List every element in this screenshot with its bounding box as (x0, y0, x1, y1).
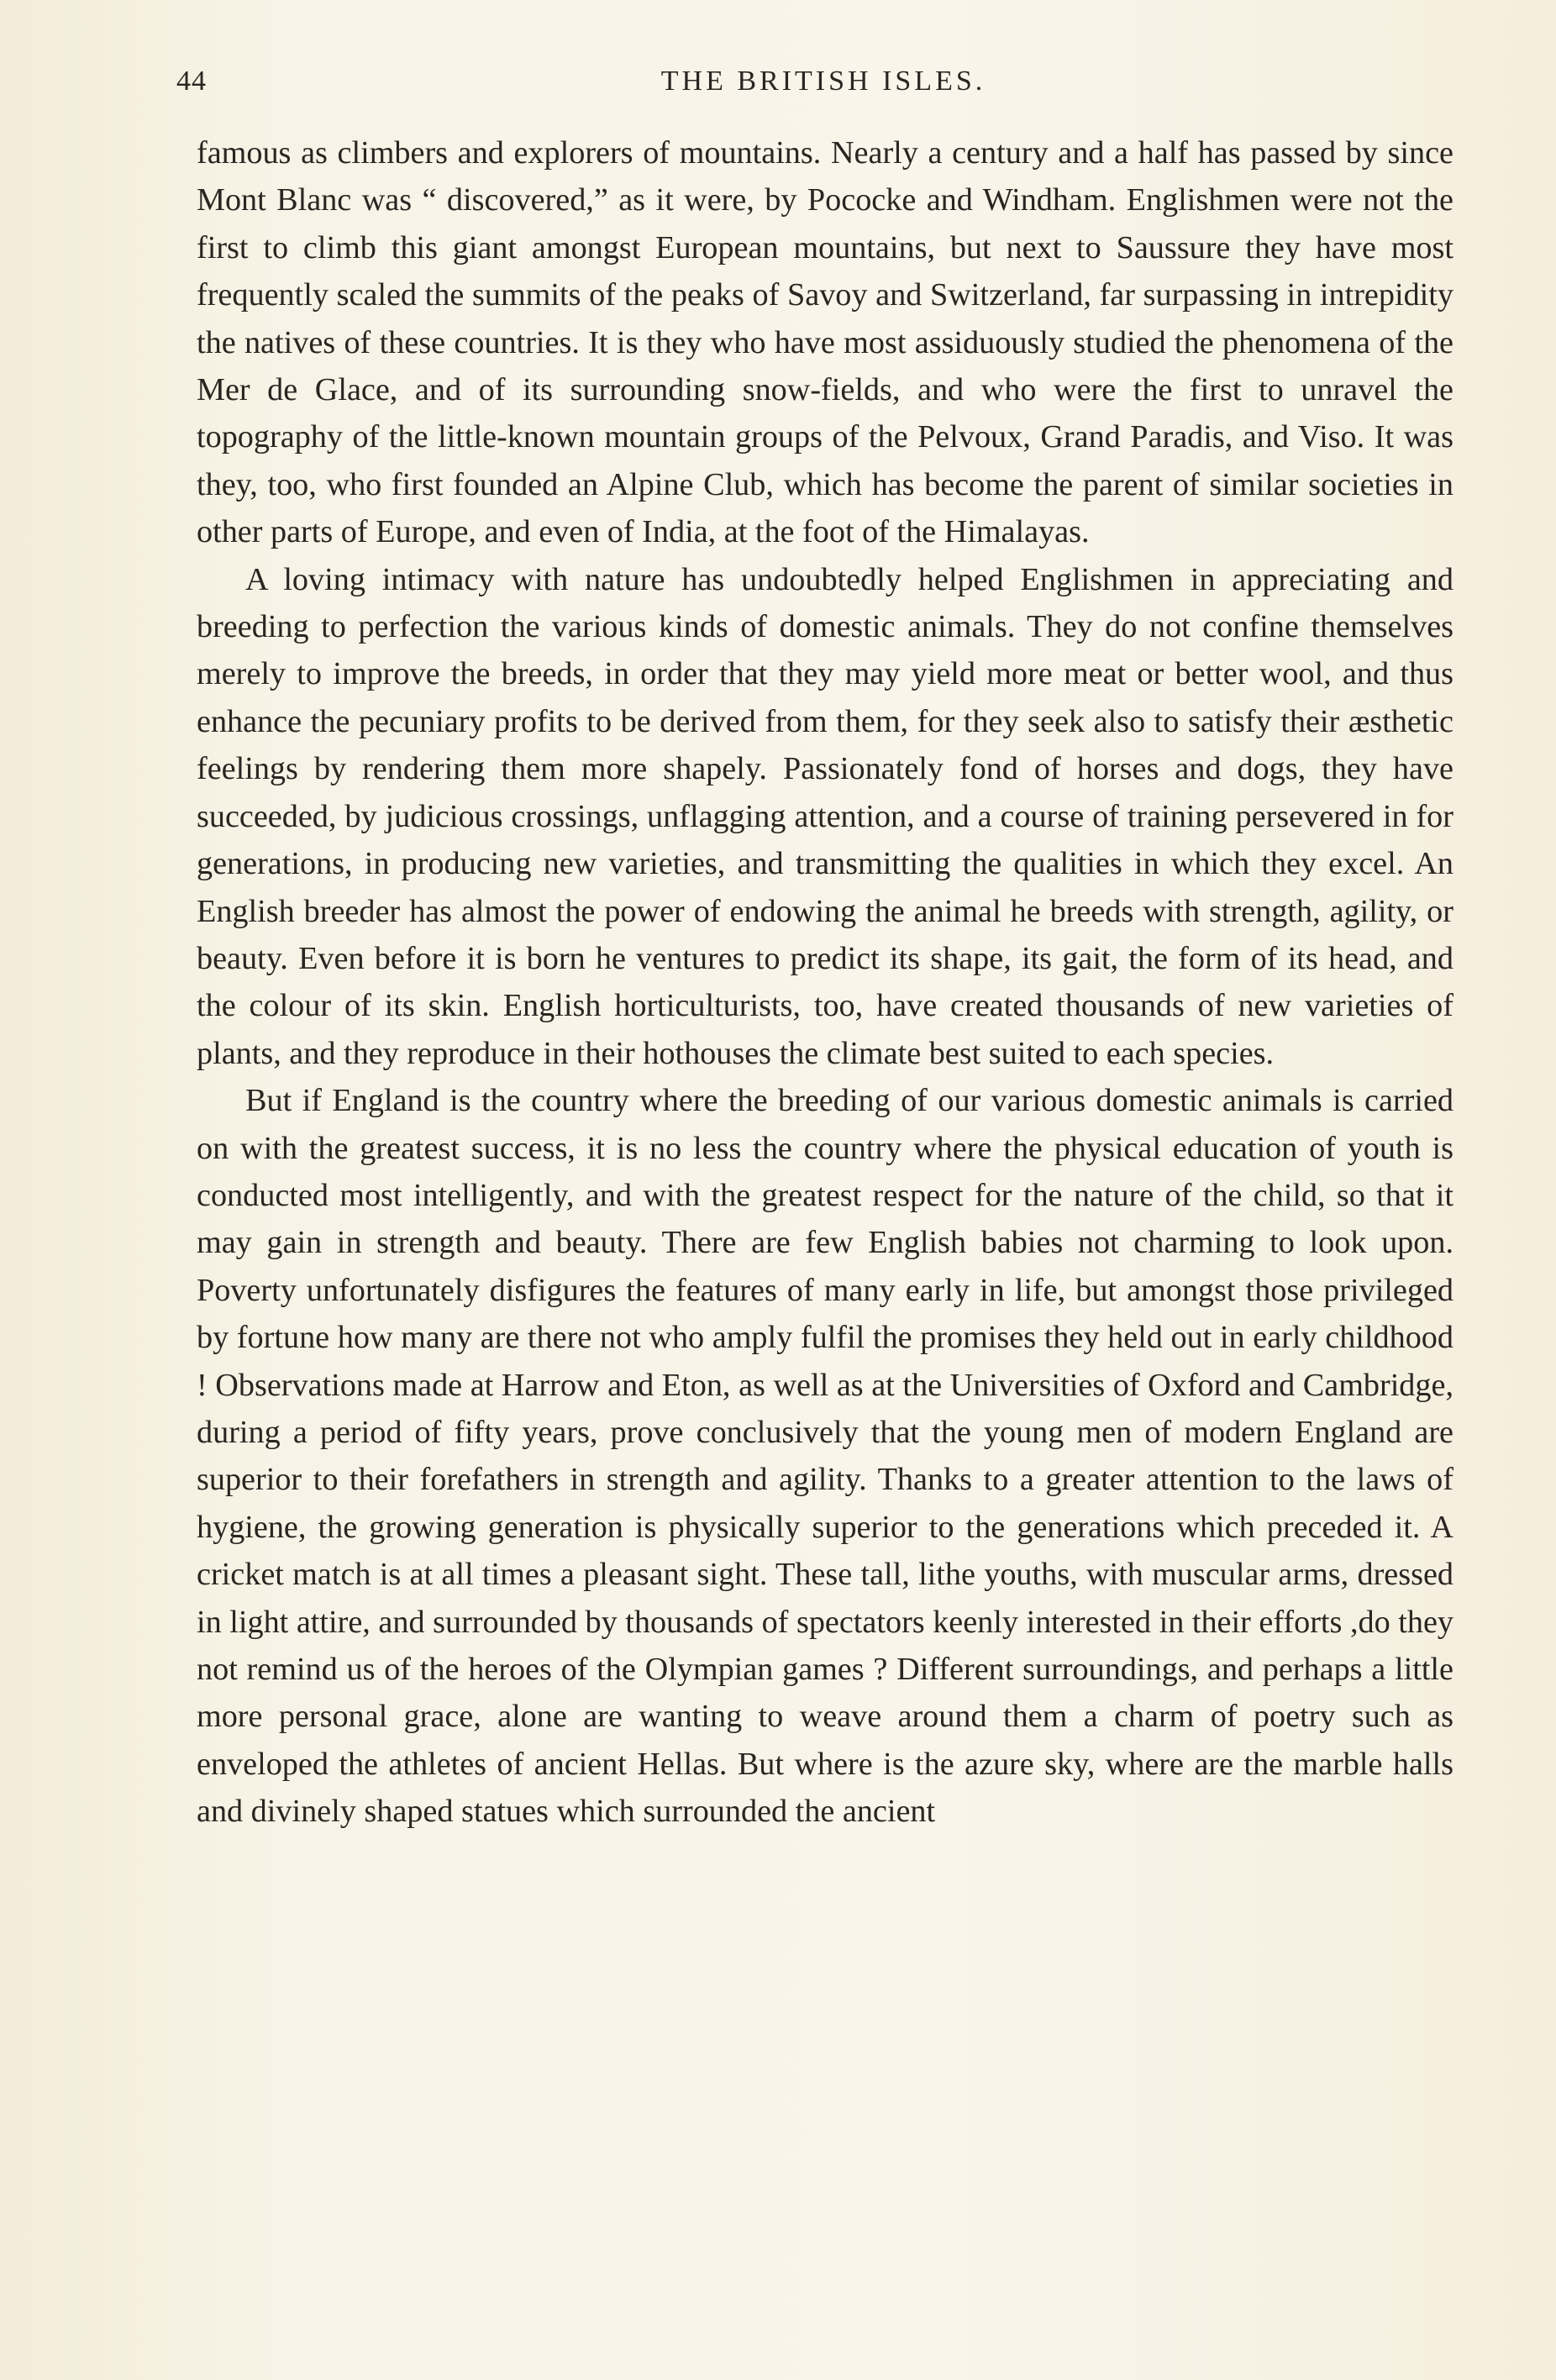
paragraph-domestic-animals: A loving intimacy with nature has undoubtedly helped Englishmen in appreciating and breeding to perfection the various kinds of domestic animals. They do not confine themselves merely to improve the breeds, in order that they may yield more meat or better wool, and thus enhance the pecuniary profits to be derived from them, for they seek also to satisfy their æsthetic feelings by rendering them more shapely. Passionately fond of horses and dogs, they have succeeded, by judicious crossings, unflagging attention, and a course of training persevered in for generations, in producing new varieties, and transmitting the qualities in which they excel. An English breeder has almost the power of endowing the animal he breeds with strength, agility, or beauty. Even before it is born he ventures to predict its shape, its gait, the form of its head, and the colour of its skin. English horticulturists, too, have created thousands of new varieties of plants, and they reproduce in their hothouses the climate best suited to each species. (197, 561, 1453, 1071)
paragraph-physical-education: But if England is the country where the breeding of our various domestic animals is carried on with the greatest success, it is no less the country where the physical education of youth is conducted most intelligently, and with the greatest respect for the nature of the child, so that it may gain in strength and beauty. There are few English babies not charming to look upon. Poverty unfortunately disfigures the features of many early in life, but amongst those privileged by fortune how many are there not who amply fulfil the promises they held out in early childhood ! Observations made at Harrow and Eton, as well as at the Universities of Oxford and Cambridge, during a period of fifty years, prove conclusively that the young men of modern England are superior to their forefathers in strength and agility. Thanks to a greater attention to the laws of hygiene, the growing generation is physically superior to the generations which preceded it. A cricket match is at all times a pleasant sight. These tall, lithe youths, with muscular arms, dressed in light attire, and surrounded by thousands of spectators keenly interested in their efforts ,do they not remind us of the heroes of the Olympian games ? Different surroundings, and perhaps a little more personal grace, alone are wanting to weave around them a charm of poetry such as enveloped the athletes of ancient Hellas. But where is the azure sky, where are the marble halls and divinely shaped statues which surrounded the ancient (197, 1083, 1453, 1830)
running-head (176, 66, 1470, 108)
page-number: 44 (176, 66, 207, 97)
body-text (197, 129, 1453, 1836)
paragraph-continued: famous as climbers and explorers of mountains. Nearly a century and a half has passed by since Mont Blanc was “ discovered,” as it were, by Pococke and Windham. Englishmen were not the first to climb this giant amongst European mountains, but next to Saussure they have most frequently scaled the summits of the peaks of Savoy and Switzerland, far surpassing in intrepidity the natives of these countries. It is they who have most assiduously studied the phenomena of the Mer de Glace, and of its surrounding snow-fields, and who were the first to unravel the topography of the little-known mountain groups of the Pelvoux, Grand Paradis, and Viso. It was they, too, who first founded an Alpine Club, which has become the parent of similar societies in other parts of Europe, and even of India, at the foot of the Himalayas. (197, 135, 1453, 550)
running-title: THE BRITISH ISLES. (660, 66, 986, 97)
